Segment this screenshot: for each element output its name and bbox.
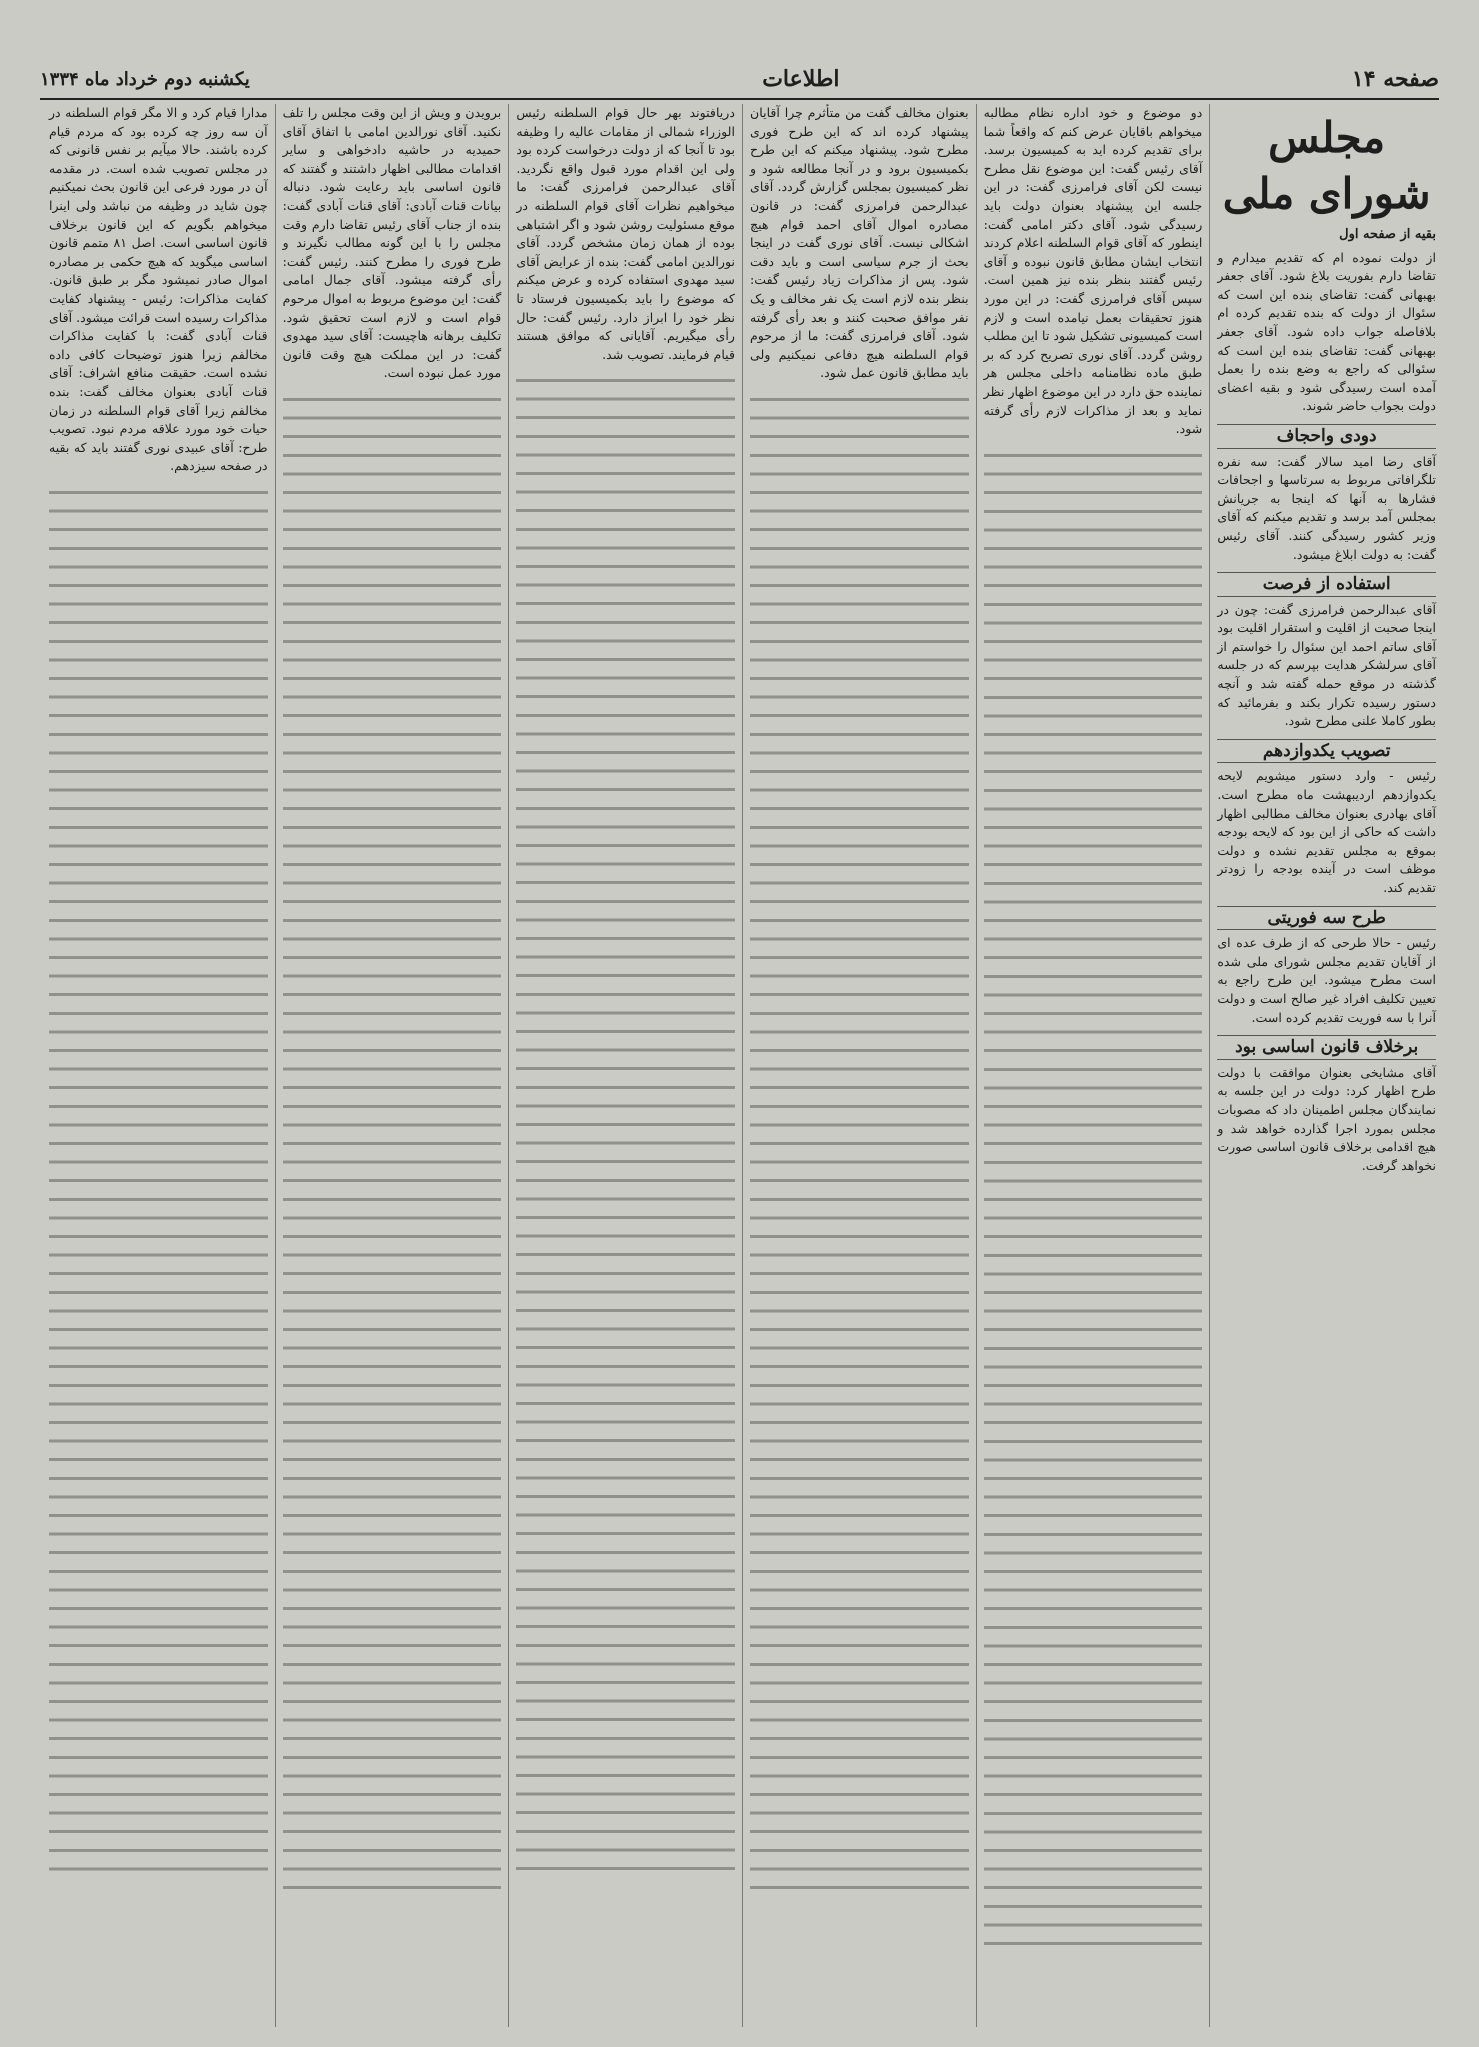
column-text-continued [516, 370, 735, 1870]
section-body: آقای رضا امید سالار گفت: سه نفره تلگرافاتی مربوط به سرتاسها و اجحافات فشارها به آنها که اینجا به جریانش بمجلس آمد برسد و تقدیم میکنم که آقای وزیر کشور رسیدگی کنند. آقای رئیس گفت: به دولت ابلاغ میشود. [1217, 453, 1436, 562]
column-text-continued [984, 445, 1203, 1945]
column-6 [42, 104, 275, 2027]
continuation-note: بقیه از صفحه اول [1339, 227, 1436, 242]
section-body: رئیس - حالا طرحی که از طرف عده ای از آقایان تقدیم مجلس شورای ملی شده است مطرح میشود. این طرح راجع به تعیین تکلیف افراد غیر صالح است و دولت آنرا با سه فوریت تقدیم کرده است. [1217, 935, 1436, 1025]
section-title: استفاده از فرصت [1217, 572, 1436, 597]
section-body: آقای مشایخی بعنوان موافقت با دولت طرح اظهار کرد: دولت در این جلسه به نمایندگان مجلس اطمینان داد که مصوبات مجلس بمورد اجرا گذارده خواهد شد و هیچ اقدامی برخلاف قانون اساسی صورت نخواهد گرفت. [1217, 1064, 1436, 1173]
masthead [40, 60, 1439, 100]
column-3 [742, 104, 976, 2027]
section-title: طرح سه فوریتی [1217, 906, 1436, 931]
section-body: رئیس - وارد دستور میشویم لایحه یکدوازدهم اردیبهشت ماه مطرح است. آقای بهادری بعنوان مخالف مطالبی اظهار داشت که حاکی از این بود که لایحه بودجه بموقع به مجلس تقدیم نشده و دولت موظف است در آینده بودجه را زودتر تقدیم کند. [1217, 768, 1436, 895]
column-text-continued [49, 482, 268, 1882]
main-headline: مجلس شورای ملی [1222, 113, 1431, 218]
section-title: تصویب یکدوازدهم [1217, 739, 1436, 764]
main-body: از دولت نموده ام که تقدیم میدارم و تقاضا دارم بفوریت بلاغ شود. آقای جعفر بهبهانی گفت: تقاضای بنده این است که سئوال از دولت که بنده تقدیم کرده ام بلافاصله جواب داده شود. آقای جعفر بهبهانی گفت: تقاضای بنده این است که سئوالی که راجع به وضع بنده را بعمل آمده است رسیدگی شود و بقیه اعضای دولت بجواب حاضر شوند. [1217, 249, 1436, 414]
column-1 [1209, 104, 1443, 2027]
column-2 [976, 104, 1210, 2027]
column-text: برویدن و ویش از این وقت مجلس را تلف نکنید. آقای نورالدین امامی با اتفاق آقای حمیدیه در حاشیه دادخواهی و سایر اقدامات مطالبی اظهار داشتند و گفتند که قانون اساسی باید رعایت شود. دنباله بیانات قنات آبادی: آقای قنات آبادی گفت: بنده از جناب آقای رئیس تقاضا دارم وقت مجلس را با این گونه مطالب نگیرند و طرح فوری را مطرح کنند. رئیس گفت: رأی گرفته میشود. آقای جمال امامی گفت: این موضوع مربوط به اموال مرحوم قوام است و لازم است تحقیق شود. تکلیف برهانه هاچیست: آقای سید مهدوی گفت: در این مملکت هیچ وقت قانون مورد عمل نبوده است. [282, 105, 502, 381]
column-text-continued [750, 389, 969, 1889]
issue-date: یکشنبه دوم خرداد ماه ۱۳۳۴ [40, 68, 250, 90]
column-4 [508, 104, 742, 2027]
column-text: دریافتوند بهر حال قوام السلطنه رئیس الوزراء شمالی از مقامات عالیه را وظیفه بود تا آنجا که از دولت درخواست کرده بود ولی این اقدام مورد قبول واقع نگردید. آقای عبدالرحمن فرامرزی گفت: ما میخواهیم نظرات آقای قوام السلطنه در موقع مسئولیت روشن شود و اگر اشتباهی بوده از همان زمان مشخص گردد. آقای نورالدین امامی گفت: بنده از عرایض آقای سید مهدوی استفاده کرده و عرض میکنم که موضوع را باید بکمیسیون فرستاد تا نظر خود را ابراز دارد. رئیس گفت: حال رأی میگیریم. آقایانی که موافق هستند قیام فرمایند. تصویب شد. [516, 105, 735, 362]
column-text: بعنوان مخالف گفت من متأثرم چرا آقایان پیشنهاد کرده اند که این طرح فوری مطرح شود. پیشنهاد میکنم که این طرح بکمیسیون برود و در آنجا مطالعه شود و نظر کمیسیون بمجلس گزارش گردد. آقای عبدالرحمن فرامرزی گفت: در قانون مصادره اموال آقای احمد قوام هیچ اشکالی نیست. آقای نوری گفت در اینجا بحث از جرم سیاسی است و باید دقت شود. پس از مذاکرات زیاد رئیس گفت: بنظر بنده لازم است یک نفر مخالف و یک نفر موافق صحبت کنند و بعد رأی گرفته شود. آقای فرامرزی گفت: ما از مرحوم قوام السلطنه هیچ دفاعی نمیکنیم ولی باید مطابق قانون عمل شود. [749, 105, 969, 381]
newspaper-name: اطلاعات [762, 66, 840, 92]
section-title: دودی واحجاف [1217, 424, 1436, 449]
column-text-continued [283, 389, 502, 1889]
column-text: مدارا قیام کرد و الا مگر قوام السلطنه در آن سه روز چه کرده بود که مردم قیام کرده باشند. حالا میآیم بر نفس قانونی که در مجلس تصویب شده است. در مقدمه آن در مورد فرعی این قانون بحث نمیکنیم چون شاید در وظیفه من نباشد ولی اینرا میخواهم بگویم که این قانون برخلاف قانون اساسی است. اصل ۸۱ متمم قانون اساسی میگوید که هیچ حکمی بر مصادره اموال صادر نمیشود مگر بر طبق قانون. کفایت مذاکرات: رئیس - پیشنهاد کفایت مذاکرات رسیده است قرائت میشود. آقای قنات آبادی گفت: با کفایت مذاکرات مخالفم زیرا هنوز توضیحات کافی داده نشده است. حقیقت منافع اشراف: آقای قنات آبادی بعنوان مخالف گفت: بنده مخالفم زیرا آقای قوام السلطنه در زمان حیات خود مورد علاقه مردم نبود. تصویب طرح: آقای عبیدی نوری گفتند باید که بقیه در صفحه سیزدهم. [48, 105, 268, 474]
article-columns [42, 104, 1443, 2027]
section-title: برخلاف قانون اساسی بود [1217, 1035, 1436, 1060]
column-5 [275, 104, 509, 2027]
column-text: دو موضوع و خود اداره نظام مطالبه میخواهم باقایان عرض کنم که واقعاً شما برای تقدیم کرده اید به کمیسیون برسد. آقای رئیس گفت: این موضوع نقل مطرح نیست لکن آقای فرامرزی گفت: در این جلسه این پیشنهاد بعنوان دولت باید رسیدگی شود. آقای دکتر امامی گفت: اینطور که آقای قوام السلطنه اعلام کردند انتخاب ایشان مطابق قانون نبوده و آقای رئیس گفتند بنظر بنده نیز همین است. سپس آقای فرامرزی گفت: در این مورد هنوز تحقیقات بعمل نیامده است و لازم است کمیسیونی تشکیل شود تا این مطلب روشن گردد. آقای نوری تصریح کرد که بر طبق ماده نظامنامه داخلی مجلس هر نماینده حق دارد در این موضوع اظهار نظر نماید و بعد از مذاکرات لازم رأی گرفته شود. [983, 105, 1203, 437]
page-number: صفحه ۱۴ [1351, 66, 1439, 92]
section-body: آقای عبدالرحمن فرامرزی گفت: چون در اینجا صحبت از اقلیت و استقرار اقلیت بود آقای ساتم احمد این سئوال را خواستم از آقای سرلشکر هدایت بپرسم که در جلسه گذشته در موقع حمله گفته شد و آنچه دستور رسیده تکرار بکند و بفرمائید که بطور کاملا علنی مطرح شود. [1217, 601, 1436, 729]
